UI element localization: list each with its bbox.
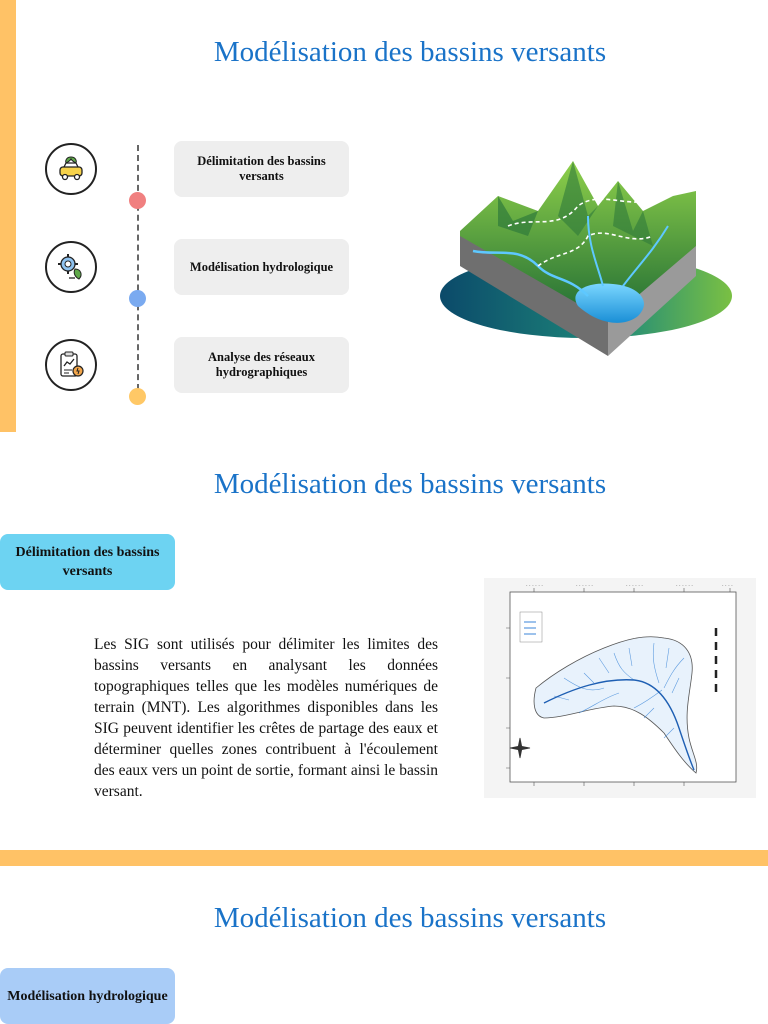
step-label: Délimitation des bassins versants (174, 141, 349, 197)
watershed-terrain-illustration (438, 156, 738, 361)
slide-title: Modélisation des bassins versants (213, 36, 607, 68)
slide-1 (0, 0, 768, 432)
timeline-line (137, 145, 139, 400)
section-tag: Délimitation des bassins versants (0, 534, 175, 590)
clipboard-chart-icon (45, 339, 97, 391)
slide-title: Modélisation des bassins versants (213, 902, 607, 934)
slide-2 (0, 432, 768, 850)
gear-energy-icon (45, 241, 97, 293)
svg-text:· · · · · ·: · · · · · · (626, 583, 643, 589)
timeline-dot (129, 290, 146, 307)
timeline-dot (129, 192, 146, 209)
svg-text:· · · ·: · · · · (722, 583, 733, 589)
slide-3 (0, 866, 768, 1024)
watershed-map-figure (484, 578, 756, 798)
svg-text:· · · · · ·: · · · · · · (526, 583, 543, 589)
eco-car-icon (45, 143, 97, 195)
timeline-dot (129, 388, 146, 405)
svg-text:· · · · · ·: · · · · · · (676, 583, 693, 589)
slide-title: Modélisation des bassins versants (213, 468, 607, 500)
step-label: Analyse des réseaux hydrographiques (174, 337, 349, 393)
accent-bar (0, 850, 768, 866)
svg-text:· · · · · ·: · · · · · · (576, 583, 593, 589)
section-tag: Modélisation hydrologique (0, 968, 175, 1024)
paragraph: Les SIG sont utilisés pour délimiter les limites des bassins versants en analysant les données topographiques telles que les modèles numériques de terrain (MNT). Les algorithmes disponibles dans les SIG peuvent identifier les crêtes de partage des eaux et déterminer quelles zones contribuent à l'écoulement des eaux vers un point de sortie, formant ainsi le bassin versant. (94, 636, 438, 800)
step-label: Modélisation hydrologique (174, 239, 349, 295)
